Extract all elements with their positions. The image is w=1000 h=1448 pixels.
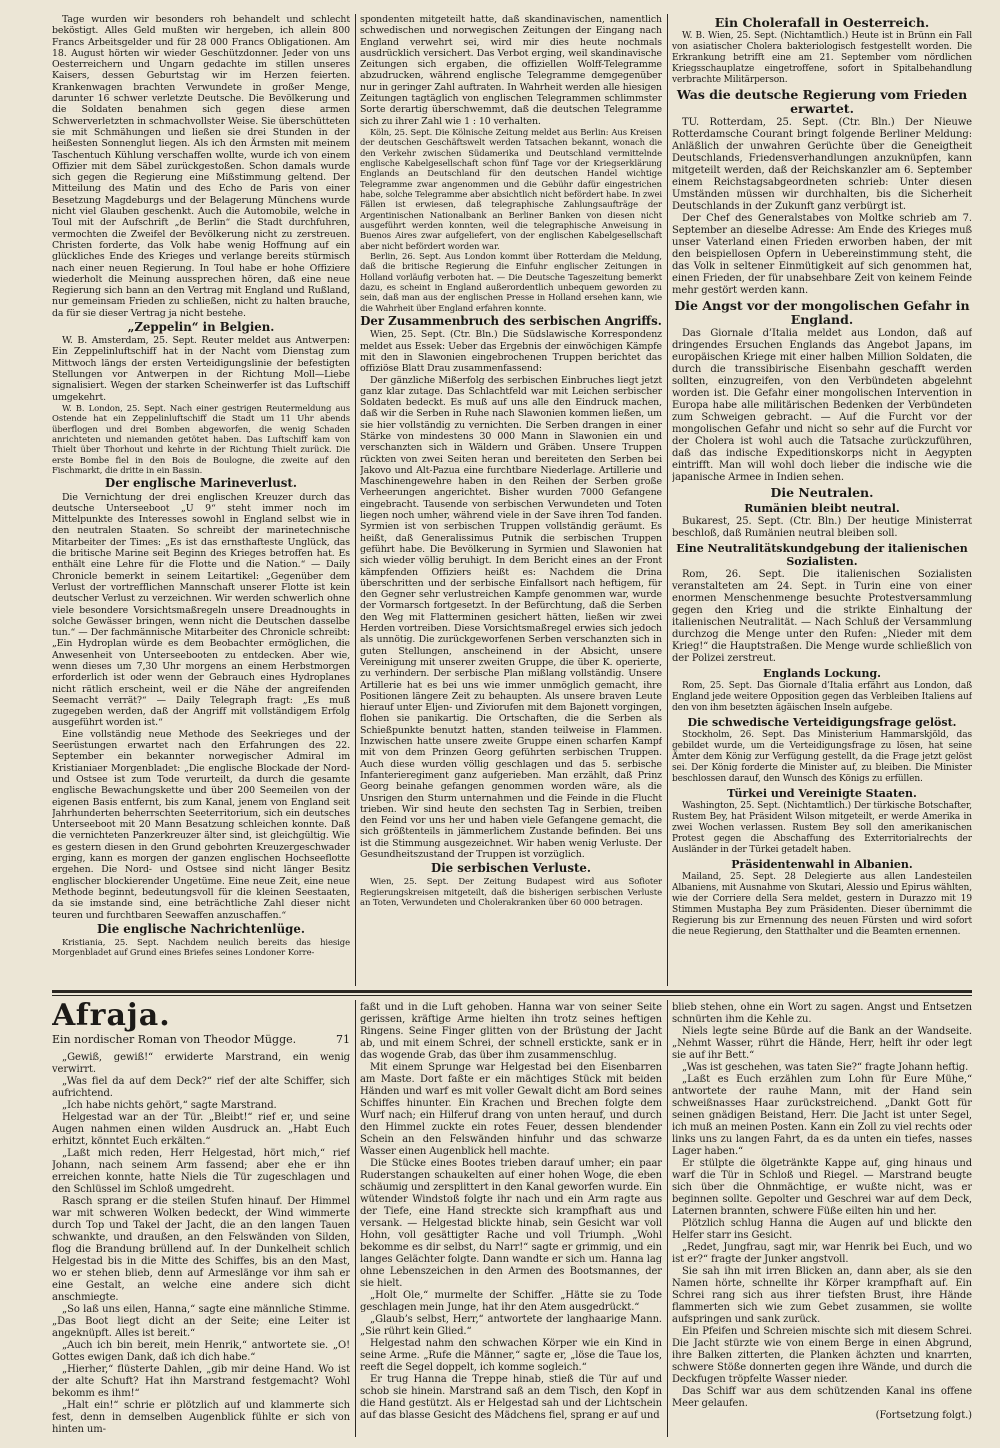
column-rule [667,1000,668,1437]
paragraph: Ein Pfeifen und Schreien mischte sich mit diesem Schrei. Die Jacht stürzte wie von einem Berge in einen Abgrund, ihre Balken zitterten, die Planken ächzten und knarrten, schwere Stöße donnerten gegen ihre Wände, und durch die Deckfugen tröpfelte Wasser nieder. [672,1326,972,1385]
news-dispatch: W. B. Wien, 25. Sept. (Nichtamtlich.) Heute ist in Brünn ein Fall von asiatischer Cholera bakteriologisch festgestellt worden. Die Erkrankung betrifft eine am 21. September vom nördlichen Kriegsschauplatze eingetroffene, sofort in Spitalbehandlung verbrachte Militärperson. [672,31,972,85]
paragraph: Eine vollständig neue Methode des Seekrieges und der Seerüstungen erwartet nach den Erfahrungen des 22. September ein bekannter norwegischer Admiral im Kristianiaer Morgenbladet: „Die englische Blockade der Nord- und Ostsee ist zum Tode verurteilt, da durch die gesamte englische Bewachungskette und über 200 Seemeilen von der eigenen Basis entfernt, bis zum Kanal, jenem von England seit Jahrhunderten beherrschten Seeterritorium, sich ein deutsches Unterseeboot mit 20 Mann Besatzung schleichen konnte. Daß die vernichteten Panzerkreuzer älter sind, ist gleichgültig. Wie es gestern diesen in den Grund gebohrten Kreuzergeschwader erging, kann es morgen der ganzen englischen Hochseeflotte ergehen. Die Nord- und Ostsee sind nicht länger Besitz englischer blockierender Ungetüme. Eine neue Zeit, eine neue Methode beginnt, bedeutungsvoll für die kleinen Seestaaten, da sie imstande sind, eine beträchtliche Zahl dieser nicht teuren und furchtbaren Seewaffen anzuschaffen.“ [52,728,350,921]
section-heading: Die englische Nachrichtenlüge. [97,921,305,936]
paragraph: „Halt ein!“ schrie er plötzlich auf und klammerte sich fest, denn in demselben Augenblick fühlte er sich von hinten um- [52,1400,350,1435]
news-dispatch: Kristiania, 25. Sept. Nachdem neulich bereits das hiesige Morgenbladet auf Grund eines Briefes seines Londoner Korre- [52,937,350,958]
paragraph: Wien, 25. Sept. (Ctr. Bln.) Die Südslawische Korrespondenz meldet aus Essek: Ueber das Ergebnis der einwöchigen Kämpfe mit den in Slawonien eingebrochenen Truppen berichtet das offiziöse Blatt Drau zusammenfassend: [360,329,662,375]
section-heading: Die serbischen Verluste. [431,861,591,876]
paragraph: Rasch sprang er die steilen Stufen hinauf. Der Himmel war mit schweren Wolken bedeckt, der Wind wimmerte durch Top und Takel der Jacht, die an den langen Tauen schwankte, und draußen, an den Felswänden von Silden, flog die Brandung brüllend auf. In der Dunkelheit schlich Helgestad bis in die Mitte des Schiffes, bis an den Mast, wo er stehen blieb, denn auf Armeslänge vor ihm sah er eine Gestalt, an welche eine andere sich dicht anschmiegte. [52,1196,350,1303]
news-dispatch: Mailand, 25. Sept. 28 Delegierte aus allen Landesteilen Albaniens, mit Ausnahme von Skutari, Alessio und Epirus wählten, wie der Corriere della Sera meldet, gestern in Durazzo mit 19 Stimmen Mustapha Bey zum Präsidenten. Dieser übernimmt die Regierung bis zur Ernennung des neuen Fürsten und wird sofort die neue Regierung, den Statthalter und die Beamten ernennen. [672,872,972,937]
paragraph: „Was ist geschehen, was taten Sie?“ fragte Johann heftig. [682,1062,969,1073]
paragraph: Er trug Hanna die Treppe hinab, stieß die Tür auf und schob sie hinein. Marstrand saß an dem Tisch, den Kopf in die Hand gestützt. Als er Helgestad sah und der Lichtschein auf das blasse Gesicht des Mädchens fiel, sprang er auf und [360,1374,662,1421]
paragraph: „Hierher,“ flüsterte Dahlen, „gib mir deine Hand. Wo ist der alte Schuft? Hat ihn Marstrand festgemacht? Wohl bekomm es ihm!“ [52,1364,350,1399]
paragraph: Rom, 26. Sept. Die italienischen Sozialisten veranstalteten am 24. Sept. in Turin eine von einer enormen Menschenmenge besuchte Protestversammlung gegen den Krieg und die strikte Einhaltung der italienischen Neutralität. — Nach Schluß der Versammlung durchzog die Menge unter den Rufen: „Nieder mit dem Krieg!“ die Hauptstraßen. Die Menge wurde schließlich von der Polizei zerstreut. [672,569,972,664]
news-column-2 [360,14,662,986]
section-heading: Der Zusammenbruch des serbischen Angriffs. [360,314,662,329]
serial-title: Afraja. [52,1000,171,1033]
serial-subtitle: Ein nordischer Roman von Theodor Mügge. [52,1033,297,1046]
paragraph-continuation: spondenten mitgeteilt hatte, daß skandinavischen, namentlich schwedischen und norwegischen Zeitungen der Eingang nach England verwehrt sei, wird mir dies heute nochmals ausdrücklich versichert. Das Verbot erging, weil skandinavische Zeitungen sich ergaben, die offiziellen Wolff-Telegramme abzudrucken, während englische Telegramme demgegenüber nur in geringer Zahl auftraten. In Wahrheit werden alle hiesigen Zeitungen tagtäglich von englischen Telegrammen schlimmster Sorte derartig überschwemmt, daß die deutschen Telegramme sich zu ihrer Zahl wie 1 : 10 verhalten. [360,14,662,127]
news-column-3 [672,14,972,986]
paragraph: „Laßt mich reden, Herr Helgestad, hört mich,“ rief Johann, nach seinem Arm fassend; aber ehe er ihn erreichen konnte, hatte Niels die Tür zugeschlagen und den Schlüssel im Schloß umgedreht. [52,1148,350,1195]
paragraph: Plötzlich schlug Hanna die Augen auf und blickte den Helfer starr ins Gesicht. [672,1218,972,1241]
paragraph: Niels legte seine Bürde auf die Bank an der Wandseite. „Nehmt Wasser, rührt die Hände, Herr, helft ihr oder legt sie auf ihr Bett.“ [672,1026,972,1061]
feuilleton-separator [52,990,972,993]
paragraph: „Gewiß, gewiß!“ erwiderte Marstrand, ein wenig verwirrt. [52,1052,350,1075]
news-dispatch: Wien, 25. Sept. Der Zeitung Budapest wird aus Sofioter Regierungskreisen mitgeteilt, daß die bisherigen serbischen Verluste an Toten, Verwundeten und Cholerakranken über 60 000 betragen. [360,876,662,908]
paragraph: „Laßt es Euch erzählen zum Lohn für Eure Mühe,“ antwortete der rauhe Mann, mit der Hand sein schweißnasses Haar zurückstreichend. „Dankt Gott für seinen gnädigen Beistand, Herr. Die Jacht ist unter Segel, ich muß an meinen Posten. Kann ein Zoll zu viel rechts oder links uns zu langen Fahrt, da es da unten ein tiefes, nasses Lager haben.“ [672,1074,972,1157]
news-dispatch: Stockholm, 26. Sept. Das Ministerium Hammarskjöld, das gebildet wurde, um die Verteidigungsfrage zu lösen, hat seine Ämter dem König zur Verfügung gestellt, da die Frage jetzt gelöst sei. Der König forderte die Minister auf, zu bleiben. Die Minister beschlossen darauf, den Wunsch des Königs zu erfüllen. [672,730,972,784]
paragraph: Der Chef des Generalstabes von Moltke schrieb am 7. September an dieselbe Adresse: Am Ende des Krieges muß unser Vaterland einen Frieden erworben haben, der mit den beispiellosen Opfern in Uebereinstimmung steht, die das Volk in seltener Einmütigkeit auf sich genommen hat, einen Frieden, der für unabsehbare Zeit von keinem Feinde mehr gestört werden kann. [672,213,972,296]
section-heading: Die Neutralen. [770,485,874,500]
serial-subtitle-row [52,1033,350,1046]
paragraph: „Redet, Jungfrau, sagt mir, war Henrik bei Euch, und wo ist er?“ fragte der Junker angstvoll. [672,1242,972,1265]
paragraph: Sie sah ihn mit irren Blicken an, dann aber, als sie den Namen hörte, schnellte ihr Körper krampfhaft auf. Ein Schrei rang sich aus ihrer tiefsten Brust, ihre Hände flammerten sich wie zum Gebet zusammen, sie wollte aufspringen und sank zurück. [672,1266,972,1325]
section-subheading: Englands Lockung. [763,667,881,680]
paragraph: Bukarest, 25. Sept. (Ctr. Bln.) Der heutige Ministerrat beschloß, daß Rumänien neutral bleiben soll. [672,516,972,539]
paragraph-continuation: faßt und in die Luft gehoben. Hanna war von seiner Seite gerissen, kräftige Arme hielten ihn trotz seines heftigen Ringens. Seine Finger glitten von der Brüstung der Jacht ab, und mit einem Schrei, der schnell erstickte, sank er in das wogende Grab, das über ihm zusammenschlug. [360,1002,662,1061]
paragraph: „So laß uns eilen, Hanna,“ sagte eine männliche Stimme. „Das Boot liegt dicht an der Seite; eine Leiter ist angeknüpft. Alles ist bereit.“ [52,1304,350,1339]
serial-column-2 [360,1002,662,1437]
paragraph: Er stülpte die ölgetränkte Kappe auf, ging hinaus und warf die Tür in Schloß und Riegel. — Marstrand beugte sich über die Ohnmächtige, er wußte nicht, was er beginnen sollte. Gepolter und Geschrei war auf dem Deck, Laternen brannten, schwere Füße eilten hin und her. [672,1158,972,1217]
feuilleton-separator-thin [52,995,972,996]
serial-installment-number: 71 [336,1033,350,1046]
news-dispatch: Köln, 25. Sept. Die Kölnische Zeitung meldet aus Berlin: Aus Kreisen der deutschen Geschäftswelt werden Tatsachen bekannt, wonach die den Verkehr zwischen Südamerika und Deutschland vermittelnde englische Kabelgesellschaft schon fünf Tage vor der Kriegserklärung Englands an Deutschland für den deutschen Handel wichtige Telegramme zwar angenommen und die Gebühr dafür eingestrichen habe, solche Telegramme aber absichtlich nicht befördert habe. In zwei Fällen ist erwiesen, daß telegraphische Zahlungsaufträge der Argentinischen Nationalbank an Berliner Banken von diesen nicht ausgeführt werden konnten, weil die telegraphische Anweisung in Buenos Aires zwar aufgeliefert, von der englischen Kabelgesellschaft aber nicht befördert worden war. [360,126,662,251]
paragraph: Das Schiff war aus dem schützenden Kanal ins offene Meer gelaufen. [672,1386,972,1409]
news-dispatch: Washington, 25. Sept. (Nichtamtlich.) Der türkische Botschafter, Rustem Bey, hat Präsident Wilson mitgeteilt, er werde Amerika in zwei Wochen verlassen. Rustem Bey soll den amerikanischen Protest gegen die Abschaffung des Exterritorialrechts der Ausländer in der Türkei getadelt haben. [672,801,972,855]
section-subheading: Die schwedische Verteidigungsfrage gelöst. [687,716,957,729]
paragraph: Helgestad war an der Tür. „Bleibt!“ rief er, und seine Augen nahmen einen wilden Ausdruck an. „Habt Euch erhitzt, könntet Euch erkälten.“ [52,1112,350,1147]
paragraph: „Ich habe nichts gehört,“ sagte Marstrand. [62,1100,277,1111]
section-heading: Was die deutsche Regierung vom Frieden erwartet. [676,87,968,116]
section-subheading: Präsidentenwahl in Albanien. [731,858,913,871]
paragraph: TU. Rotterdam, 25. Sept. (Ctr. Bln.) Der Nieuwe Rotterdamsche Courant bringt folgende Berliner Meldung: Anläßlich der unwahren Gerüchte über die Geneigtheit Deutschlands, Friedensverhandlungen anzuknüpfen, kann mitgeteilt werden, daß der Reichskanzler am 6. September einem Reichstagsabgeordneten schrieb: Unter diesen Umständen müssen wir durchhalten, bis die Sicherheit Deutschlands in der Zukunft ganz verbürgt ist. [672,117,972,212]
column-rule [667,14,668,986]
serial-column-1 [52,1052,350,1437]
paragraph: Das Giornale d’Italia meldet aus London, daß auf dringendes Ersuchen Englands das Angebot Japans, im europäischen Kriege mit einer halben Million Soldaten, die durch die transsibirische Eisenbahn geschafft werden sollten, einzugreifen, von den Verbündeten abgelehnt worden ist. Die Gefahr einer mongolischen Intervention in Europa habe alle militärischen Bedenken der Verbündeten zum Schweigen gebracht. — Auf die Furcht vor der mongolischen Gefahr und nicht so sehr auf die Furcht vor der Cholera ist wohl auch die Tatsache zurückzuführen, daß das indische Expeditionskorps nicht in Aegypten eintrifft. Man will wohl doch lieber die indische wie die japanische Armee in Indien sehen. [672,328,972,483]
paragraph: „Holt Ole,“ murmelte der Schiffer. „Hätte sie zu Tode geschlagen mein Junge, hat ihr den Atem ausgedrückt.“ [360,1290,662,1313]
paragraph: „Glaub’s selbst, Herr,“ antwortete der langhaarige Mann. „Sie rührt kein Glied.“ [360,1314,662,1337]
paragraph: „Was fiel da auf dem Deck?“ rief der alte Schiffer, sich aufrichtend. [52,1076,350,1099]
paragraph: Helgestad nahm den schwachen Körper wie ein Kind in seine Arme. „Rufe die Männer,“ sagte er, „löse die Taue los, reeft die Segel doppelt, ich komme sogleich.“ [360,1338,662,1373]
column-rule [355,1000,356,1437]
continuation-note: (Fortsetzung folgt.) [875,1410,972,1421]
news-dispatch: Berlin, 26. Sept. Aus London kommt über Rotterdam die Meldung, daß die britische Regierung die Einfuhr englischer Zeitungen in Holland vorläufig verboten hat. — Die Deutsche Tageszeitung bemerkt dazu, es scheint in England außerordentlich unbequem geworden zu sein, daß man aus der englischen Presse in Holland ersehen kann, wie die Wahrheit über England erfahren konnte. [360,251,662,313]
section-subheading: Rumänien bleibt neutral. [744,502,900,515]
paragraph: Mit einem Sprunge war Helgestad bei den Eisenbarren am Maste. Dort faßte er ein mächtiges Stück mit beiden Händen und warf es mit voller Gewalt dicht am Bord seines Schiffes hinunter. Ein Krachen und Brechen folgte dem Wurf nach; ein Hilferuf drang von unten herauf, und durch den Himmel zuckte ein rotes Feuer, dessen blendender Schein an den Felswänden hinfuhr und das schwarze Wasser einen Augenblick hell machte. [360,1062,662,1157]
paragraph-continuation: blieb stehen, ohne ein Wort zu sagen. Angst und Entsetzen schnürten ihm die Kehle zu. [672,1002,972,1025]
paragraph: Die Vernichtung der drei englischen Kreuzer durch das deutsche Unterseeboot „U 9“ steht immer noch im Mittelpunkte des Interesses sowohl in England selbst wie in den neutralen Staaten. So schreibt der marinetechnische Mitarbeiter der Times: „Es ist das ernsthafteste Unglück, das die britische Marine seit Beginn des Krieges betroffen hat. Es enthält eine Lehre für die Flotte und die Nation.“ — Daily Chronicle bemerkt in seinem Leitartikel: „Gegenüber dem Verlust der vortrefflichen Mannschaft unserer Flotte ist kein deutscher Verlust zu verzeichnen. Wir werden schwerlich ohne viele besondere Vorsichtsmaßregeln unsere Dreadnoughts in solche Gewässer bringen, wenn nicht die Deutschen dasselbe tun.“ — Der fachmännische Mitarbeiter des Chronicle schreibt: „Ein Hydroplan würde es dem Beobachter ermöglichen, die Anwesenheit von Unterseebooten zu entdecken. Aber wie, wenn dieses um 7,30 Uhr morgens an einem Herbstmorgen erforderlich ist oder wenn der Gebrauch eines Hydroplanes nicht rätlich erscheint, weil er die Nähe der angreifenden Seemacht verrät?“ — Daily Telegraph fragt: „Es muß zugegeben werden, daß der Angriff mit vollständigem Erfolg ausgeführt worden ist.“ [52,491,350,729]
section-heading: Die Angst vor der mongolischen Gefahr in England. [674,298,970,327]
section-heading: Der englische Marineverlust. [105,476,297,491]
column-rule [355,14,356,986]
paragraph: „Auch ich bin bereit, mein Henrik,“ antwortete sie. „O! Gottes ewigen Dank, daß ich dich habe.“ [52,1340,350,1363]
paragraph: Die Stücke eines Bootes trieben darauf umher; ein paar Ruderstangen schaukelten auf einer hohen Woge, die eben schäumig und zersplittert in den Kanal geworfen wurde. Ein wütender Windstoß folgte ihr nach und ein Arm ragte aus der Tiefe, eine Hand streckte sich krampfhaft aus und versank. — Helgestad blickte hinab, sein Gesicht war voll Hohn, voll gesättigter Rache und voll Triumph. „Wohl bekomme es dir selbst, du Narr!“ sagte er grimmig, und ein langes Gelächter folgte. Dann wandte er sich um. Hanna lag ohne Lebenszeichen in den Armen des Bootsmannes, der sie hielt. [360,1158,662,1289]
section-subheading: Eine Neutralitätskundgebung der italienischen Sozialisten. [676,542,968,568]
paragraph: Tage wurden wir besonders roh behandelt und schlecht beköstigt. Alles Geld mußten wir hergeben, ich allein 800 Francs Arbeitsgelder und für 28 000 Francs Obligationen. Am 18. August hörten wir wieder Geschützdonner. Jeder von uns Oesterreichern und Ungarn gedachte im stillen unseres Kaisers, dessen Geburtstag wir im Herzen feierten. Krankenwagen brachten Verwundete in großer Menge, darunter 16 schwer verletzte Deutsche. Die Bevölkerung und die Soldaten benahmen sich gegen diese armen Schwerverletzten in schmachvollster Weise. Sie überschütteten sie mit Schmähungen und ließen sie drei Stunden in der heißesten Sonnenglut liegen. Als ich den Ärmsten mit meinem Taschentuch Kühlung verschaffen wollte, wurde ich von einem Offizier mit dem Säbel zurückgestoßen. Schon damals wurde sich gegen die Regierung eine Mißstimmung geltend. Der Mitteilung des Matin und des Echo de Paris von einer Besetzung Magdeburgs und der Belagerung Münchens wurde nicht viel Glauben geschenkt. Auch die Automobile, welche in Toul mit der Aufschrift „de Berlin“ die Stadt durchfuhren, vermochten die Zweifel der Bevölkerung nicht zu zerstreuen. Christen forderte, das Volk habe wenig Hoffnung auf ein glückliches Ende des Krieges und verlange bereits stürmisch nach einer neuen Regierung. In Toul habe er hohe Offiziere wiederholt die Meinung aussprechen hören, daß eine neue Regierung sich bann an den Vertrag mit England und Rußland, nur gemeinsam Frieden zu schließen, nicht zu halten brauche, da für sie dieser Vertrag ja nicht bestehe. [52,14,350,319]
section-subheading: Türkei und Vereinigte Staaten. [727,787,917,800]
serial-column-3 [672,1002,972,1437]
serial-header [52,1000,350,1054]
news-dispatch: Rom, 25. Sept. Das Giornale d’Italia erfährt aus London, daß England jede weitere Opposition gegen das Verbleiben Italiens auf den von ihm besetzten ägäischen Inseln aufgebe. [672,681,972,713]
paragraph: Der gänzliche Mißerfolg des serbischen Einbruches liegt jetzt ganz klar zutage. Das Schlachtfeld war mit Leichen serbischer Soldaten bedeckt. Es muß auf uns alle den Eindruck machen, daß wir die Serben in Ruhe nach Slawonien kommen ließen, um sie hier vollständig zu vernichten. Die Serben drangen in einer Stärke von mindestens 30 000 Mann in Slawonien ein und verschanzten sich in Wäldern und Gräben. Unsere Truppen rückten von zwei Seiten heran und bereiteten den Serben bei Jakovo und Alt-Pazua eine furchtbare Niederlage. Artillerie und Maschinengewehre haben in den Reihen der Serben große Verheerungen angerichtet. Bisher wurden 7000 Gefangene eingebracht. Tausende von serbischen Verwundeten und Toten liegen noch umher, während viele in der Save ihren Tod fanden. Syrmien ist von serbischen Truppen vollständig geräumt. Es heißt, daß Generalissimus Putnik die serbischen Truppen geführt habe. Die Bevölkerung in Syrmien und Slawonien hat sich wieder völlig beruhigt. In dem Bericht eines an der Front kämpfenden Offiziers heißt es: Nachdem die Drina überschritten und der serbische Einfallsort nach heftigem, für den Gegner sehr verlustreichen Kampfe genommen war, wurde der Vormarsch fortgesetzt. In der Befürchtung, daß die Serben den Weg mit Flatterminen gesichert hätten, ließen wir zwei Herden vortreiben. Diese Vorsichtsmaßregel erwies sich jedoch als unnötig. Die zurückgeworfenen Serben verschanzten sich in guten Stellungen, anscheinend in der Absicht, unsere Vereinigung mit unserer zweiten Gruppe, die über K. operierte, zu verhindern. Der serbische Plan mißlang vollständig. Unsere Artillerie hat es bei uns wie immer unmöglich gemacht, ihre Positionen längere Zeit zu behaupten. Als unsere braven Leute hierauf unter Eljen- und Ziviorufen mit dem Bajonett vorgingen, flohen sie panikartig. Die Ortschaften, die die Serben als Schießpunkte benutzt hatten, standen teilweise in Flammen. Inzwischen hatte unsere zweite Gruppe einen scharfen Kampf mit von dem Prinzen Georg geführten serbischen Truppen. Auch diese wurden völlig geschlagen und das 5. serbische Infanterieregiment ganz aufgerieben. Man erzählt, daß Prinz Georg beinahe gefangen genommen worden wäre, als die Unsrigen den Sturm unternahmen und die Feinde in die Flucht trieben. Wir sind heute den sechsten Tag in Serbien, treiben den Feind vor uns her und haben viele Gefangene gemacht, die sich größtenteils in jämmerlichem Zustande befinden. Bei uns ist die Stimmung ausgezeichnet. Wir haben wenig Verluste. Der Gesundheitszustand der Truppen ist vorzüglich. [360,374,662,860]
section-heading: „Zeppelin“ in Belgien. [127,320,275,335]
news-dispatch: W. B. London, 25. Sept. Nach einer gestrigen Reutermeldung aus Ostende hat ein Zeppelinluftschiff die Stadt um 11 Uhr abends überflogen und drei Bomben abgeworfen, die wenig Schaden anrichteten und niemanden getötet haben. Das Luftschiff kam von Thielt über Thorhout und kehrte in der Richtung Thielt zurück. Die erste Bombe fiel in den Bois de Boulogne, die zweite auf den Fischmarkt, die dritte in ein Bassin. [52,402,350,476]
news-column-1 [52,14,350,986]
paragraph: W. B. Amsterdam, 25. Sept. Reuter meldet aus Antwerpen: Ein Zeppelinluftschiff hat in der Nacht vom Dienstag zum Mittwoch längs der ersten Verteidigungslinie der befestigten Stellungen vor Antwerpen in der Richtung Moll—Liebe signalisiert. Wegen der starken Scheinwerfer ist das Luftschiff umgekehrt. [52,335,350,403]
section-heading: Ein Cholerafall in Oesterreich. [714,15,930,30]
